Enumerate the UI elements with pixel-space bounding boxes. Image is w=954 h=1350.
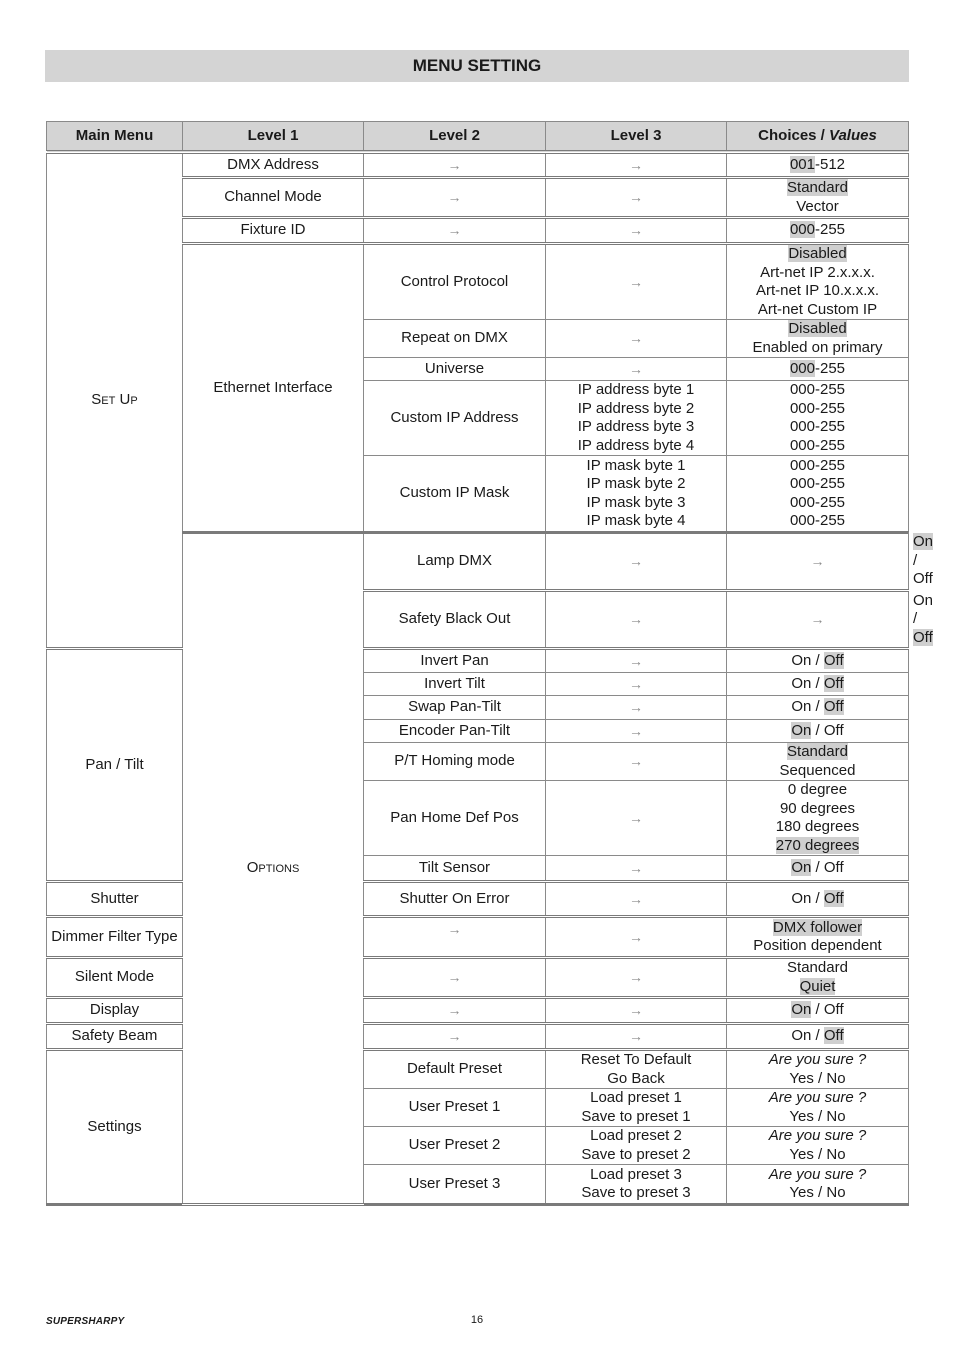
table-row [47, 1050, 909, 1089]
header-main-menu: Main Menu [47, 122, 183, 152]
level2-invert-tilt: Invert Tilt [364, 673, 546, 696]
arrow-icon: → [546, 649, 727, 673]
choice-safety-beam [727, 1024, 909, 1050]
choice-sep: / [811, 889, 824, 907]
choice-channel-mode [727, 178, 909, 218]
arrow-icon: → [546, 533, 727, 591]
choice-custom-mask [727, 456, 909, 533]
choice-silent-mode [727, 958, 909, 998]
level1-safety-black-out: Safety Black Out [364, 590, 546, 649]
choice-option: Art-net IP 10.x.x.x. [755, 282, 880, 299]
choice-option: On [791, 674, 812, 692]
header-level1: Level 1 [183, 122, 364, 152]
choice-range: 000-255 [789, 418, 846, 435]
level3-item: Save to preset 2 [581, 1145, 691, 1163]
choice-pt-homing-mode [727, 743, 909, 781]
confirm-prompt: Are you sure ? [768, 1127, 867, 1144]
default-value: Disabled [788, 320, 847, 337]
choice-option: On [791, 1027, 812, 1045]
choice-shutter-on-error [727, 882, 909, 917]
default-value: Off [823, 698, 844, 716]
level3-item: Load preset 2 [590, 1127, 682, 1144]
arrow-icon: → [546, 218, 727, 244]
arrow-icon: → [546, 696, 727, 720]
arrow-icon: → [364, 958, 546, 998]
level1-lamp-dmx: Lamp DMX [364, 533, 546, 591]
table-row [47, 998, 909, 1024]
arrow-icon: → [727, 533, 909, 591]
choice-user-preset-1 [727, 1089, 909, 1127]
page-number: 16 [470, 1314, 484, 1326]
choice-option: On [791, 698, 812, 716]
table-row [47, 958, 909, 998]
choice-option: Yes / No [789, 1069, 846, 1087]
arrow-icon: → [546, 244, 727, 320]
header-choices [727, 122, 909, 152]
choice-option: Art-net IP 2.x.x.x. [760, 263, 875, 281]
choice-option: Yes / No [789, 1107, 846, 1125]
confirm-prompt: Are you sure ? [768, 1165, 867, 1183]
table-row [47, 882, 909, 917]
level2-pan-home-def-pos: Pan Home Def Pos [364, 781, 546, 856]
header-level3: Level 3 [546, 122, 727, 152]
level2-custom-ip-address: Custom IP Address [364, 381, 546, 456]
choice-range: 000-255 [789, 512, 846, 529]
arrow-icon: → [546, 781, 727, 856]
level2-repeat-on-dmx: Repeat on DMX [364, 320, 546, 358]
table-row [47, 1024, 909, 1050]
choice-control-protocol [727, 244, 909, 320]
level3-default-preset [546, 1050, 727, 1089]
arrow-icon: → [364, 917, 546, 958]
arrow-icon: → [546, 1024, 727, 1050]
level1-safety-beam: Safety Beam [47, 1024, 183, 1050]
choice-range: 000-255 [789, 456, 846, 474]
level2-user-preset-3: User Preset 3 [364, 1165, 546, 1205]
default-value: Standard [787, 179, 848, 196]
choice-invert-tilt [727, 673, 909, 696]
level3-item: IP mask byte 3 [586, 493, 686, 511]
default-value: 000 [789, 359, 815, 377]
arrow-icon: → [546, 178, 727, 218]
choice-tilt-sensor [727, 856, 909, 882]
choice-sep: / [913, 610, 918, 627]
choice-universe [727, 358, 909, 381]
level2-user-preset-2: User Preset 2 [364, 1127, 546, 1165]
level2-swap-pan-tilt: Swap Pan-Tilt [364, 696, 546, 720]
arrow-icon: → [364, 998, 546, 1024]
default-value: On [913, 533, 934, 550]
choice-display [727, 998, 909, 1024]
level3-item: Save to preset 3 [581, 1184, 691, 1201]
choice-custom-ip [727, 381, 909, 456]
level1-fixture-id: Fixture ID [183, 218, 364, 244]
choice-dmx-address [727, 152, 909, 178]
arrow-icon: → [364, 1024, 546, 1050]
table-row [47, 152, 909, 178]
main-menu-options: Options [183, 533, 364, 1205]
level3-item: IP address byte 3 [577, 418, 695, 435]
default-value: 270 degrees [775, 836, 860, 854]
arrow-icon: → [546, 998, 727, 1024]
choice-option: Off [823, 1001, 844, 1019]
table-header-row [47, 122, 909, 152]
choice-option: 180 degrees [775, 818, 860, 835]
arrow-icon: → [364, 152, 546, 178]
choice-option: Sequenced [779, 761, 856, 779]
level2-tilt-sensor: Tilt Sensor [364, 856, 546, 882]
level1-pan-tilt: Pan / Tilt [47, 649, 183, 882]
choice-fixture-id [727, 218, 909, 244]
default-value: On [791, 858, 812, 876]
menu-setting-table [46, 121, 934, 1206]
arrow-icon: → [546, 358, 727, 381]
arrow-icon: → [546, 882, 727, 917]
choice-option: Off [823, 858, 844, 876]
choice-option: 90 degrees [779, 799, 856, 817]
choice-user-preset-2 [727, 1127, 909, 1165]
choice-sep: / [811, 651, 824, 669]
choice-range: 000-255 [789, 493, 846, 511]
choice-option: Enabled on primary [752, 338, 883, 356]
arrow-icon: → [546, 673, 727, 696]
level1-dimmer-filter-type: Dimmer Filter Type [47, 917, 183, 958]
header-level2: Level 2 [364, 122, 546, 152]
level2-invert-pan: Invert Pan [364, 649, 546, 673]
default-value: Standard [787, 743, 848, 760]
level1-channel-mode: Channel Mode [183, 178, 364, 218]
choice-encoder-pan-tilt [727, 720, 909, 743]
choice-option: On [791, 889, 812, 907]
level3-item: IP mask byte 2 [586, 475, 686, 492]
choice-default-preset [727, 1050, 909, 1089]
choice-range: 000-255 [789, 399, 846, 417]
default-value: 000 [789, 221, 815, 239]
choice-dimmer-filter-type [727, 917, 909, 958]
level3-item: Reset To Default [580, 1051, 692, 1068]
main-menu-setup: Set Up [47, 152, 183, 649]
choice-invert-pan [727, 649, 909, 673]
choice-option: Off [913, 570, 933, 587]
arrow-icon: → [546, 958, 727, 998]
table-row [47, 917, 909, 958]
level2-custom-ip-mask: Custom IP Mask [364, 456, 546, 533]
choice-option: Off [823, 721, 844, 739]
level3-user-preset-3 [546, 1165, 727, 1205]
level3-item: IP address byte 1 [577, 381, 695, 398]
level3-item: Load preset 3 [590, 1165, 682, 1183]
choice-range: 000-255 [789, 381, 846, 398]
page-title: MENU SETTING [45, 50, 909, 82]
default-value: Off [823, 651, 844, 669]
arrow-icon: → [546, 152, 727, 178]
level1-dmx-address: DMX Address [183, 152, 364, 178]
level1-display: Display [47, 998, 183, 1024]
choice-swap-pan-tilt [727, 696, 909, 720]
level1-settings: Settings [47, 1050, 183, 1205]
default-value: DMX follower [772, 918, 863, 936]
level2-universe: Universe [364, 358, 546, 381]
header-choices-label: Choices / [758, 126, 830, 144]
arrow-icon: → [364, 218, 546, 244]
choice-option: Art-net Custom IP [757, 300, 878, 318]
level3-item: Go Back [607, 1069, 665, 1087]
confirm-prompt: Are you sure ? [768, 1051, 867, 1068]
default-value: 001 [789, 155, 815, 173]
level3-user-preset-2 [546, 1127, 727, 1165]
arrow-icon: → [546, 590, 727, 649]
level1-ethernet-interface: Ethernet Interface [183, 244, 364, 533]
choice-repeat-on-dmx [727, 320, 909, 358]
choice-range: -512 [815, 155, 846, 173]
arrow-icon: → [364, 178, 546, 218]
arrow-icon: → [727, 590, 909, 649]
confirm-prompt: Are you sure ? [768, 1089, 867, 1106]
choice-sep: / [811, 721, 824, 739]
arrow-icon: → [546, 856, 727, 882]
default-value: Disabled [788, 245, 847, 262]
level2-user-preset-1: User Preset 1 [364, 1089, 546, 1127]
level2-encoder-pan-tilt: Encoder Pan-Tilt [364, 720, 546, 743]
level3-item: IP address byte 2 [577, 399, 695, 417]
level2-control-protocol: Control Protocol [364, 244, 546, 320]
arrow-icon: → [546, 320, 727, 358]
arrow-icon: → [546, 743, 727, 781]
level1-silent-mode: Silent Mode [47, 958, 183, 998]
default-value: Off [823, 674, 844, 692]
default-value: On [791, 1001, 812, 1019]
level3-item: IP address byte 4 [577, 436, 695, 454]
footer-brand-logo: SUPERSHARPY [46, 1316, 125, 1327]
level3-item: Save to preset 1 [581, 1107, 691, 1125]
table-row [47, 649, 909, 673]
choice-sep: / [811, 698, 824, 716]
level2-pt-homing-mode: P/T Homing mode [364, 743, 546, 781]
default-value: Off [913, 628, 933, 646]
arrow-icon: → [546, 917, 727, 958]
level3-ip-bytes [546, 381, 727, 456]
choice-option: Position dependent [753, 937, 882, 954]
level3-mask-bytes [546, 456, 727, 533]
choice-sep: / [913, 551, 918, 569]
choice-range: -255 [815, 221, 846, 239]
choice-sep: / [811, 1027, 824, 1045]
choice-option: Vector [796, 197, 839, 215]
arrow-icon: → [546, 720, 727, 743]
level1-shutter: Shutter [47, 882, 183, 917]
level3-item: IP mask byte 1 [586, 456, 686, 474]
level2-default-preset: Default Preset [364, 1050, 546, 1089]
choice-sep: / [811, 674, 824, 692]
level3-item: Load preset 1 [590, 1089, 682, 1106]
default-value: On [791, 721, 812, 739]
default-value: Off [823, 889, 844, 907]
level2-shutter-on-error: Shutter On Error [364, 882, 546, 917]
choice-option: Standard [787, 959, 848, 976]
choice-option: Yes / No [789, 1184, 846, 1201]
choice-sep: / [811, 858, 824, 876]
level3-user-preset-1 [546, 1089, 727, 1127]
choice-option: Yes / No [789, 1145, 846, 1163]
header-values-label: Values [829, 126, 877, 144]
choice-range: -255 [815, 359, 846, 377]
choice-user-preset-3 [727, 1165, 909, 1205]
choice-option: On [913, 591, 934, 609]
choice-range: 000-255 [789, 436, 846, 454]
choice-sep: / [811, 1001, 824, 1019]
choice-option: 0 degree [787, 781, 848, 798]
choice-option: On [791, 651, 812, 669]
level3-item: IP mask byte 4 [586, 512, 686, 529]
default-value: Quiet [799, 977, 836, 995]
choice-range: 000-255 [789, 475, 846, 492]
default-value: Off [823, 1027, 844, 1045]
choice-pan-home-def-pos [727, 781, 909, 856]
